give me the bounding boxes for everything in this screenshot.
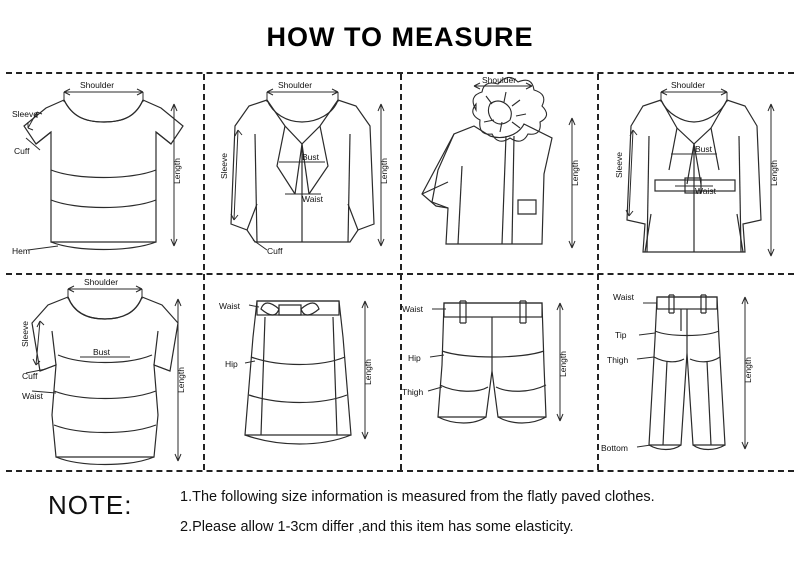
garment-trousers (599, 275, 794, 474)
garment-skirt (205, 275, 400, 474)
label-waist: Waist (695, 186, 716, 196)
label-hem: Hem (12, 246, 30, 256)
measurement-grid (6, 72, 794, 472)
garment-fur-collar-coat (402, 74, 597, 273)
label-cuff: Cuff (14, 146, 30, 156)
label-bust: Bust (302, 152, 320, 162)
garment-blazer (205, 74, 400, 273)
garment-t-shirt (6, 74, 203, 273)
note-label: NOTE: (48, 490, 133, 520)
label-waist: Waist (613, 292, 634, 302)
label-shoulder: Shoulder (278, 80, 313, 90)
label-sleeve: Sleeve (219, 153, 229, 179)
label-sleeve: Sleeve (614, 152, 624, 178)
label-hip: Hip (225, 359, 238, 369)
label-length: Length (176, 367, 186, 393)
garment-shorts (402, 275, 597, 474)
label-length: Length (743, 357, 753, 383)
note-line-2: 2.Please allow 1-3cm differ ,and this item has some elasticity. (180, 519, 574, 535)
label-cuff: Cuff (22, 371, 38, 381)
label-waist: Waist (219, 301, 240, 311)
label-tip: Tip (615, 330, 627, 340)
label-bust: Bust (695, 144, 713, 154)
garment-dress (6, 275, 203, 474)
label-length: Length (172, 158, 182, 184)
page-title: HOW TO MEASURE (266, 22, 534, 52)
note-section (0, 482, 800, 542)
label-length: Length (363, 359, 373, 385)
label-shoulder: Shoulder (482, 75, 517, 85)
label-waist: Waist (22, 391, 43, 401)
label-hip: Hip (408, 353, 421, 363)
label-thigh: Thigh (607, 355, 629, 365)
garment-trench-coat (599, 74, 794, 273)
label-length: Length (570, 160, 580, 186)
label-cuff: Cuff (267, 246, 283, 256)
label-length: Length (379, 158, 389, 184)
label-waist: Waist (402, 304, 423, 314)
label-length: Length (558, 351, 568, 377)
label-shoulder: Shoulder (671, 80, 706, 90)
label-bust: Bust (93, 347, 111, 357)
label-sleeve: Sleeve (12, 109, 38, 119)
label-length: Length (769, 160, 779, 186)
label-waist: Waist (302, 194, 323, 204)
label-sleeve: Sleeve (20, 321, 30, 347)
label-bottom: Bottom (601, 443, 628, 453)
note-line-1: 1.The following size information is measured from the flatly paved clothes. (180, 489, 655, 505)
label-shoulder: Shoulder (84, 277, 119, 287)
label-thigh: Thigh (402, 387, 424, 397)
label-shoulder: Shoulder (80, 80, 115, 90)
